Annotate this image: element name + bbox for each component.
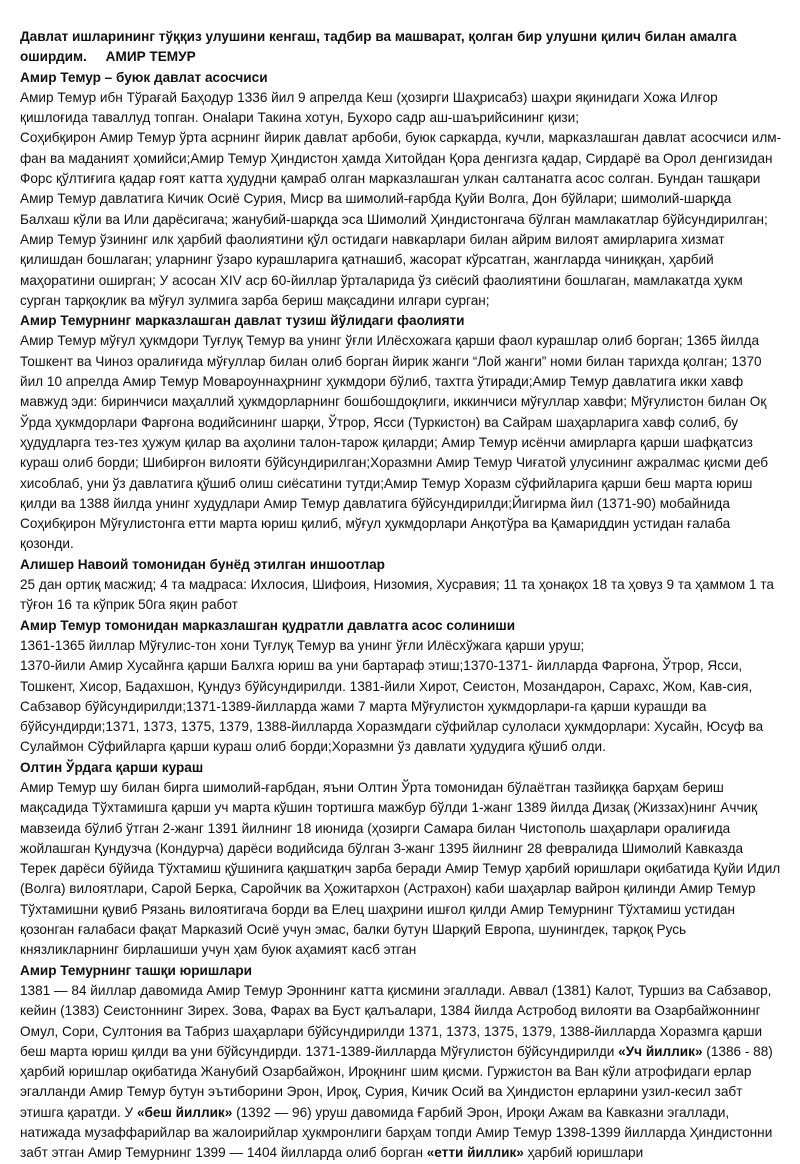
epigraph	[20, 27, 782, 68]
paragraph-last	[20, 981, 782, 1164]
paragraph: Амир Темур ибн Тўрағай Баҳодур 1336 йил 9 апрелда Кеш (ҳозирги Шаҳрисабз) шаҳри яқинидаги Хожа Илғор қишлоғида таваллуд топган. Онаlари Такина хотун, Бухоро садр аш-шаърийсининг қизи;	[20, 89, 718, 126]
section-heading: Олтин Ўрдага қарши кураш	[20, 759, 204, 775]
epigraph-author: АМИР ТЕМУР	[105, 49, 196, 65]
section-heading: Амир Темур томонидан марказлашган қудратли давлатга асос солиниши	[20, 617, 516, 633]
paragraph: 1361-1365 йиллар Мўғулис-тон хони Туғлуқ Темур ва унинг ўғли Илёсхўжага қарши уруш;	[20, 637, 585, 653]
text-run: (1392 — 96) уруш давомида Ғарбий Эрон, Ироқи Ажам ва Кавказни эгаллади, натижада музаффарийлар ва жалоирийлар ҳукмронлиги барҳам топди Амир Темур 1398-1399 йилларда Ҳиндистонни забт этган Амир Темурнинг 1399 — 1404 йилларда олиб борган	[20, 1104, 773, 1161]
epigraph-quote: Давлат ишларининг тўққиз улушини кенгаш, тадбир ва машварат, қолган бир улушни қилич билан амалга оширдим.	[20, 29, 737, 65]
paragraph: 25 дан ортиқ масжид; 4 та мадраса: Ихлосия, Шифоия, Низомия, Хусравия; 11 та ҳонақох 18 та ҳовуз 9 та ҳаммом 1 та тўғон 16 та кўприк 50га яқин работ	[20, 577, 774, 613]
text-run: 1381 — 84 йиллар давомида Амир Темур Эроннинг катта қисмини эгаллади. Аввал (1381) Калот, Туршиз ва Сабзавор, кейин (1383) Сеистоннинг Зирех. Зова, Фарах ва Буст қалъалари, 1384 йилда Астробод вилояти ва Озарбайжоннинг Омул, Сори, Султония ва Табриз шаҳарлари бўйсундирилди 1371, 1373, 1375, 1379, 1388-йилларда Хоразмга қарши беш марта юриш қилди ва уни бўйсундирди. 1371-1389-йилларда Мўғулистон бўйсундирилди	[20, 982, 772, 1059]
section-heading: Амир Темур – буюк давлат асосчиси	[20, 69, 268, 85]
section-heading: Алишер Навоий томонидан бунёд этилган иншоотлар	[20, 556, 385, 572]
text-run: (1386 - 88) ҳарбий юришлар оқибатида Жанубий Озарбайжон, Ироқнинг шим қисми. Гуржистон ва Ван кўли атрофидаги ерлар эгалланди Амир Темур бутун эътиборини Эрон, Ироқ, Сурия, Кичик Осий ва Ҳиндистон ерларини узил-кесил забт этишга қаратди. У	[20, 1043, 773, 1120]
paragraph: Соҳибқирон Амир Темур ўрта асрнинг йирик давлат арбоби, буюк саркарда, кучли, марказлашган давлат асосчиси илм-фан ва маданият ҳомийси;Амир Темур Ҳиндистон ҳамда Хитойдан Қора денгизга қадар, Сирдарё ва Орол денгизидан Форс қўлтиғига қадар ғоят катта ҳудудни қамраб олган марказлашган улкан салтанатга асос солган. Бундан ташқари Амир Темур давлатига Кичик Осиё Сурия, Миср ва шимолий-ғарбда Қуйи Волга, Дон бўйлари; шимолий-шарқда Балхаш кўли ва Или дарёсигача; жанубий-шарқда эса Шимолий Ҳиндистонгача бўлган мамлакатлар бўйсундирилган; Амир Темур ўзининг илк ҳарбий фаолиятини қўл остидаги навкарлари билан айрим вилоят амирларига хизмат қилишдан бошлаган; уларнинг ўзаро курашларига қатнашиб, жасорат кўрсатган, жангларда чиниққан, ҳарбий маҳоратини оширган; У асосан XIV аср 60-йиллар ўрталарида ўз сиёсий фаолиятини бошлаган, мамлакатда ҳукм сурган тарқоқлик ва мўғул зулмига зарба бериш мақсадини илгари сурган;	[20, 130, 782, 308]
bold-term: «етти йиллик»	[426, 1145, 524, 1161]
text-run: ҳарбий юришлари	[523, 1145, 644, 1161]
section-heading: Амир Темурнинг марказлашган давлат тузиш йўлидаги фаолияти	[20, 313, 465, 329]
paragraph: Амир Темур мўғул ҳукмдори Туғлуқ Темур ва унинг ўғли Илёсхожага қарши фаол курашлар олиб борган; 1365 йилда Тошкент ва Чиноз оралиғида мўғуллар билан олиб борган йирик жанги “Лой жанги” номи билан тарихда қолган; 1370 йил 10 апрелда Амир Темур Мовароуннаҳрнинг ҳукмдори бўлиб, тахтга ўтиради;Амир Темур давлатига икки хавф мавжуд эди: биринчиси маҳаллий ҳукмдорларнинг бошбошдоқлиги, иккинчиси мўғуллар хавфи; Мўғулистон билан Оқ Ўрда ҳукмдорлари Фарғона водийсининг шарқи, Ўтрор, Ясси (Туркистон) ва Сайрам шаҳарларига хавф солиб, бу ҳудудларга тез-тез ҳужум қилар ва аҳолини талон-тарож қиларди; Амир Темур исёнчи амирларга қарши шафқатсиз кураш олиб борди; Шибирғон вилояти бўйсундирилган;Хоразмни Амир Темур Чиғатой улусининг ажралмас қисми деб хисоблаб, уни ўз давлатига қўшиб олиш сиёсатини тутди;Амир Темур Хоразм сўфийларига қарши беш марта юриш қилди ва 1388 йилда унинг худудлари Амир Темур давлатига бўйсундирилди;Йигирма йил (1371-90) мобайнида Соҳибқирон Мўғулистонга етти марта юриш қилиб, мўғул ҳукмдорлари Анқотўра ва Қамариддин устидан ғалаба қозонди.	[20, 333, 769, 552]
bold-term: «беш йиллик»	[136, 1104, 233, 1120]
paragraph: 1370-йили Амир Хусайнга қарши Балхга юриш ва уни бартараф этиш;1370-1371- йилларда Фарғона, Ўтрор, Ясси, Тошкент, Хисор, Бадахшон, Қундуз бўйсундирилди. 1381-йили Хирот, Сеистон, Мозандарон, Сарахс, Жом, Кав-сия, Сабзавор бўйсундирилди;1371-1389-йилларда жами 7 марта Мўғулистон ҳукмдорлари-га қарши курашди ва бўйсундирди;1371, 1373, 1375, 1379, 1388-йилларда Хоразмдаги сўфийлар сулоласи ҳукмдорлари: Хусайн, Юсуф ва Сулаймон Сўфийларга қарши кураш олиб борди;Хоразмни ўз давлати ҳудудига қўшиб олди.	[20, 658, 764, 755]
paragraph: Амир Темур шу билан бирга шимолий-ғарбдан, яъни Олтин Ўрта томонидан бўлаётган тазйиққа барҳам бериш мақсадида Тўхтамишга қарши уч марта кўшин тортишга мажбур бўлди 1-жанг 1389 йилда Дизақ (Жиззах)нинг Аччиқ мавзеида бўлиб ўтган 2-жанг 1391 йилнинг 18 июнида (ҳозирги Самара билан Чистополь шаҳарлари оралиғида жойлашган Қундузча (Кондурча) дарёси водийсида бўлган 3-жанг 1395 йилнинг 28 февралида Шимолий Кавказда Терек дарёси бўйида Тўхтамиш қўшинига қақшатқич зарба беради Амир Темур ҳарбий юришлари оқибатида Қуйи Идил (Волга) вилоятлари, Сарой Берка, Саройчик ва Ҳожитархон (Астрахон) каби шаҳарлар вайрон қилинди Амир Темур Тўхтамишни қувиб Рязань вилоятигача борди ва Елец шаҳрини ишғол қилди Амир Темурнинг Тўхтамиш устидан қозонган ғалабаси фақат Марказий Осиё учун эмас, балки бутун Шарқий Европа, шунингдек, тарқоқ Русь князликларнинг бирлашиши учун ҳам буюк аҳамият касб этган	[20, 779, 781, 958]
bold-term: «Уч йиллик»	[618, 1043, 703, 1059]
section-heading: Амир Темурнинг ташқи юришлари	[20, 962, 253, 978]
